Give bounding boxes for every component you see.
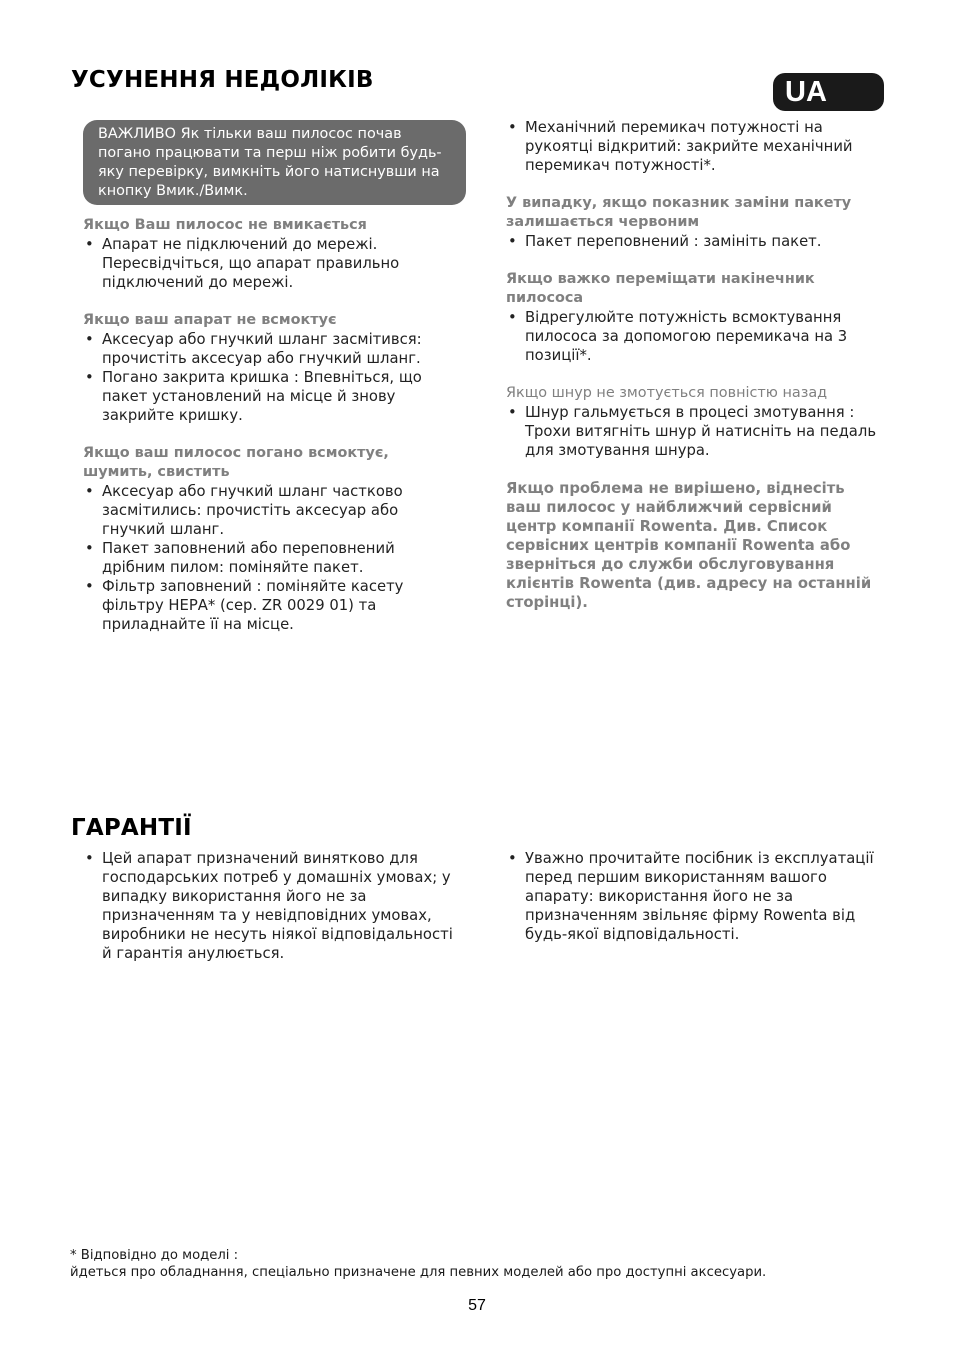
issue-block <box>83 216 458 292</box>
warranty-right-column <box>506 849 882 944</box>
list-item: • Механічний перемикач потужності на рукоятці відкритий: закрийте механічний перемикач потужності*. <box>506 118 882 175</box>
issue-title: У випадку, якщо показник заміни пакету залишається червоним <box>506 195 852 230</box>
footnote <box>70 1247 890 1281</box>
list-item: • Аксесуар або гнучкий шланг частково засмітились: прочистіть аксесуар або гнучкий шланг. <box>83 482 458 539</box>
language-badge: UA <box>773 73 884 111</box>
section-title-troubleshooting: УСУНЕННЯ НЕДОЛІКІВ <box>71 67 374 93</box>
list-item: • Шнур гальмується в процесі змотування : Трохи витягніть шнур й натисніть на педаль для змотування шнура. <box>506 403 882 460</box>
list-item: • Погано закрита кришка : Впевніться, що пакет установлений на місце й знову закрийте кришку. <box>83 368 458 425</box>
issue-block <box>506 270 882 365</box>
troubleshooting-left-column <box>83 216 458 634</box>
list-item: • Відрегулюйте потужність всмоктування пилососа за допомогою перемикача на 3 позиції*. <box>506 308 882 365</box>
list-item: • Фільтр заповнений : поміняйте касету фільтру НЕРА* (сер. ZR 0029 01) та приладнайте її на місце. <box>83 577 458 634</box>
footnote-line: * Відповідно до моделі : <box>70 1248 239 1263</box>
issue-block <box>83 444 458 634</box>
list-item: • Апарат не підключений до мережі. Пересвідчіться, що апарат правильно підключений до мережі. <box>83 235 458 292</box>
troubleshooting-right-column <box>506 118 882 612</box>
list-item: • Уважно прочитайте посібник із експлуатації перед першим використанням вашого апарату: використання його не за призначенням звільняє фірму Rowenta від будь-якої відповідальності. <box>506 849 882 944</box>
page-number: 57 <box>468 1297 486 1314</box>
issue-block <box>83 311 458 425</box>
issue-title: Якщо ваш апарат не всмоктує <box>83 312 337 328</box>
issue-title: Якщо ваш пилосос погано всмоктує, шумить, свистить <box>83 445 389 480</box>
service-center-note: Якщо проблема не вирішено, віднесіть ваш пилосос у найближчий сервісний центр компанії Rowenta. Див. Список сервісних центрів компанії Rowenta або зверніться до служби обслуговування клієнтів Rowenta (див. адресу на останній сторінці). <box>506 480 872 611</box>
issue-title: Якщо Ваш пилосос не вмикається <box>83 217 367 233</box>
section-title-warranty: ГАРАНТІЇ <box>71 815 192 841</box>
list-item: • Пакет переповнений : замініть пакет. <box>506 232 882 251</box>
issue-title: Якщо важко переміщати накінечник пилососа <box>506 271 815 306</box>
list-item: • Пакет заповнений або переповнений дрібним пилом: поміняйте пакет. <box>83 539 458 577</box>
footnote-line: йдеться про обладнання, спеціально призначене для певних моделей або про доступні аксесуари. <box>70 1265 767 1280</box>
issue-block <box>506 194 882 251</box>
issue-block <box>506 384 882 460</box>
list-item: • Цей апарат призначений винятково для господарських потреб у домашніх умовах; у випадку використання його не за призначенням та у невідповідних умовах, виробники не несуть ніякої відповідальності й гарантія анулюється. <box>83 849 458 963</box>
important-notice: ВАЖЛИВО Як тільки ваш пилосос почав погано працювати та перш ніж робити будь-яку перевірку, вимкніть його натиснувши на кнопку Вмик./Вимк. <box>83 120 466 205</box>
warranty-left-column <box>83 849 458 963</box>
issue-title: Якщо шнур не змотується повністю назад <box>506 385 828 401</box>
list-item: • Аксесуар або гнучкий шланг засмітився: прочистіть аксесуар або гнучкий шланг. <box>83 330 458 368</box>
